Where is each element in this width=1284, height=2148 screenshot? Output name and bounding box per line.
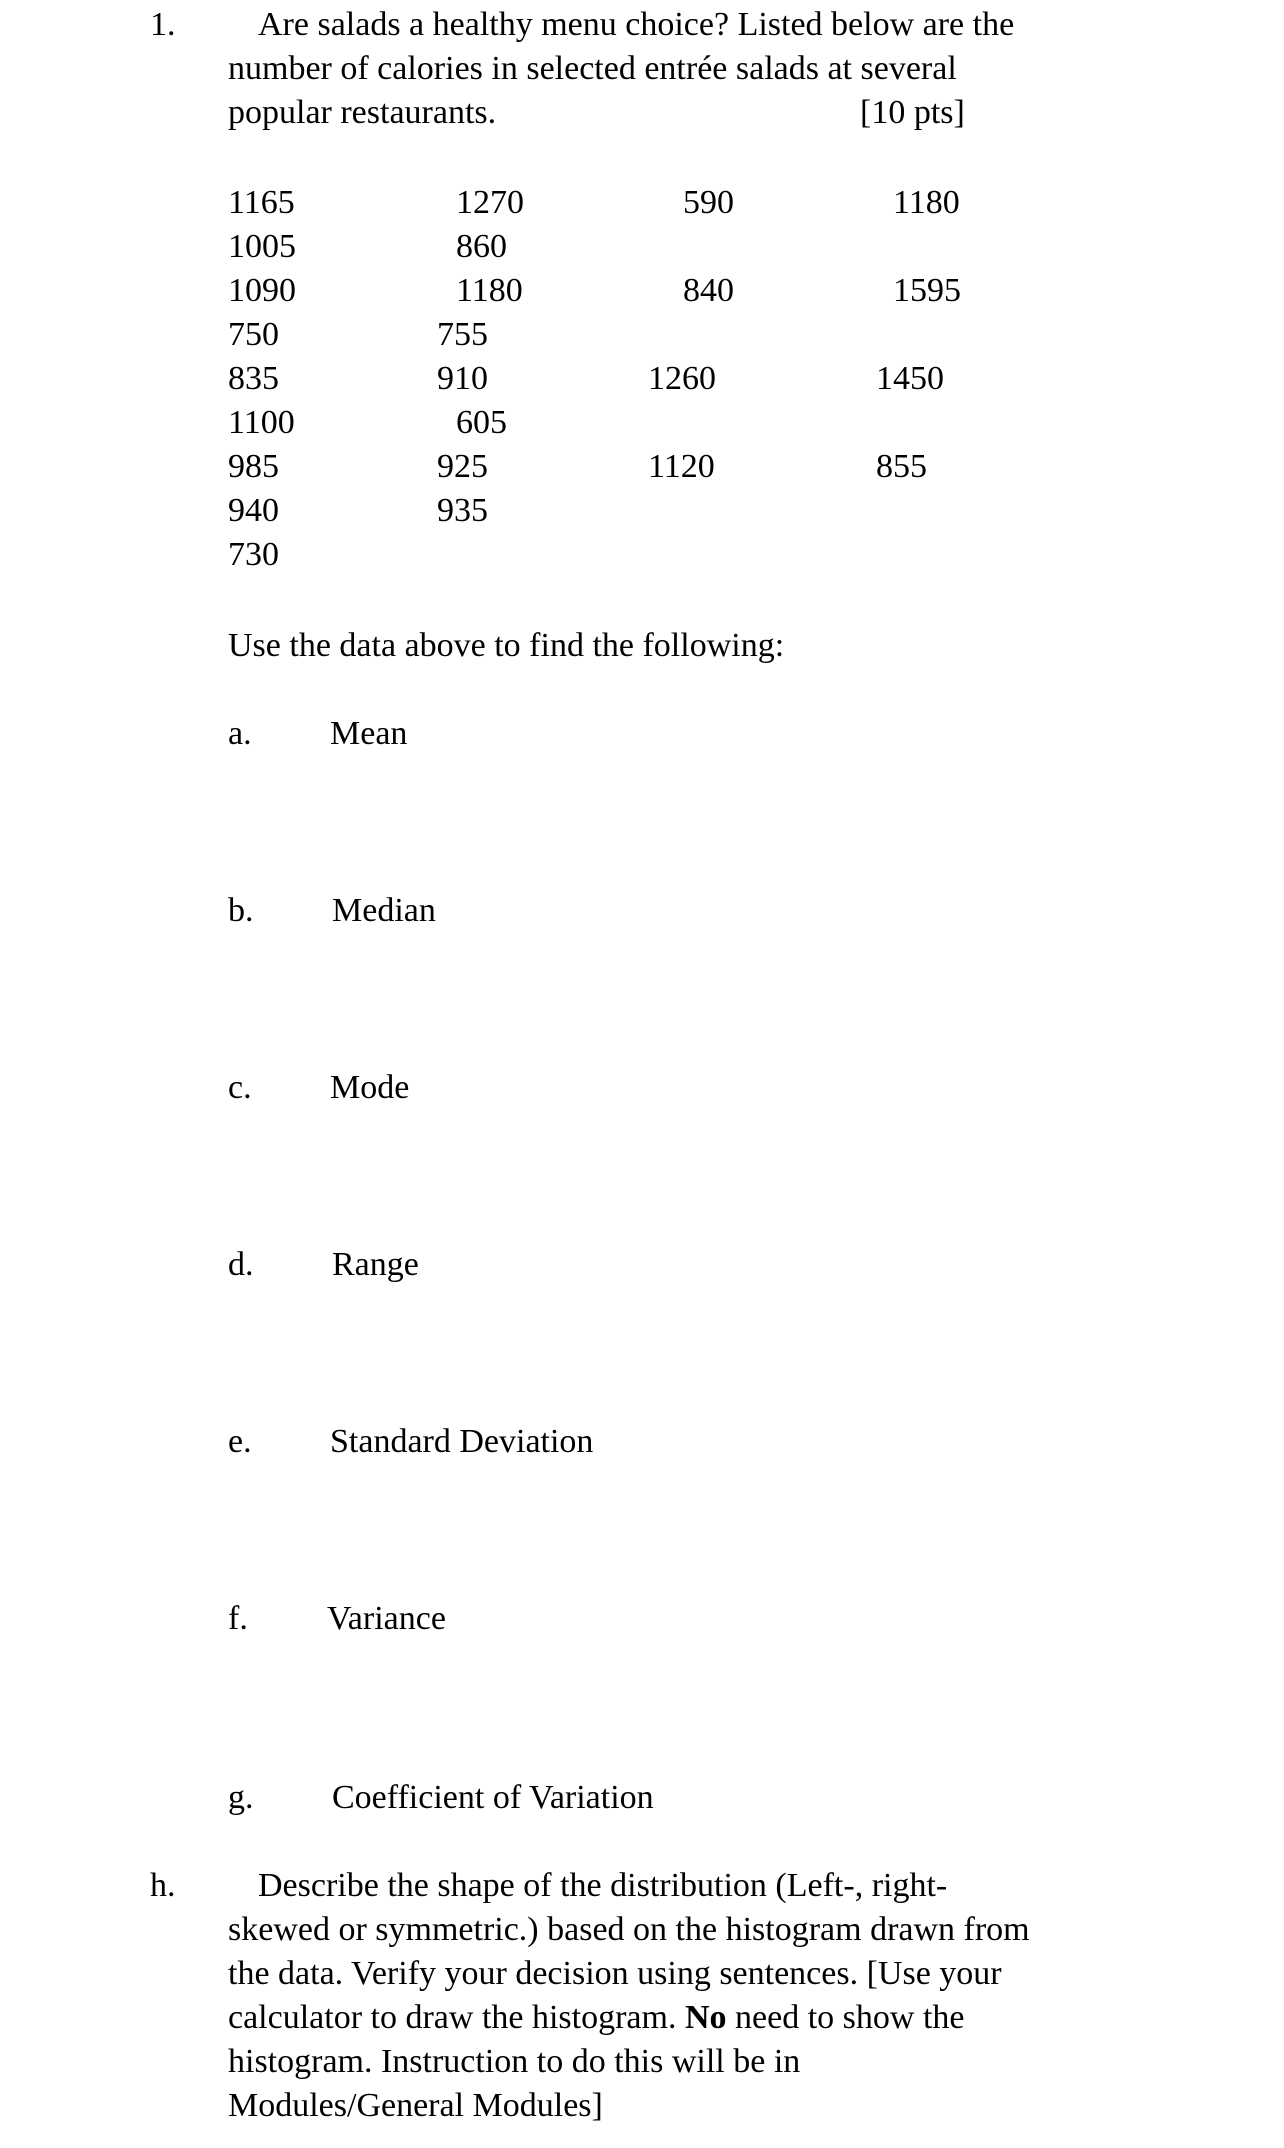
part-b-label: Median xyxy=(332,892,436,929)
part-c-letter: c. xyxy=(228,1069,252,1106)
data-cell: 1090 xyxy=(228,272,296,309)
part-g-letter: g. xyxy=(228,1779,254,1816)
question-number: 1. xyxy=(150,6,176,43)
data-cell: 1270 xyxy=(456,184,524,221)
data-cell: 1005 xyxy=(228,228,296,265)
points-label: [10 pts] xyxy=(860,94,965,131)
part-c-label: Mode xyxy=(330,1069,410,1106)
data-cell: 1595 xyxy=(893,272,961,309)
data-cell: 755 xyxy=(437,316,488,353)
question-line-1: Are salads a healthy menu choice? Listed below are the xyxy=(258,6,1015,43)
part-b-letter: b. xyxy=(228,892,254,929)
data-cell: 1100 xyxy=(228,404,295,441)
data-cell: 605 xyxy=(456,404,507,441)
part-h-line-4-start: calculator to draw the histogram. xyxy=(228,1999,685,2036)
part-f-letter: f. xyxy=(228,1600,248,1637)
instruction-text: Use the data above to find the following: xyxy=(228,627,785,664)
data-cell: 1450 xyxy=(876,360,944,397)
data-cell: 940 xyxy=(228,492,279,529)
part-d-label: Range xyxy=(332,1246,419,1283)
part-h-line-4 xyxy=(228,1996,1158,2040)
data-cell: 1260 xyxy=(648,360,716,397)
part-h-letter: h. xyxy=(150,1867,176,1904)
data-cell: 860 xyxy=(456,228,507,265)
data-cell: 1180 xyxy=(893,184,960,221)
data-cell: 835 xyxy=(228,360,279,397)
part-f-label: Variance xyxy=(327,1600,446,1637)
data-cell: 590 xyxy=(683,184,734,221)
question-text xyxy=(228,3,1158,135)
part-h-text xyxy=(228,1864,1158,2128)
data-cell: 935 xyxy=(437,492,488,529)
data-cell: 1120 xyxy=(648,448,715,485)
data-cell: 750 xyxy=(228,316,279,353)
data-cell: 925 xyxy=(437,448,488,485)
part-h-bold-no: No xyxy=(684,1999,727,2036)
data-cell: 855 xyxy=(876,448,927,485)
part-e-letter: e. xyxy=(228,1423,252,1460)
part-g-label: Coefficient of Variation xyxy=(332,1779,654,1816)
question-line-2: number of calories in selected entrée salads at several xyxy=(228,50,957,87)
data-cell: 985 xyxy=(228,448,279,485)
data-cell: 910 xyxy=(437,360,488,397)
part-e-label: Standard Deviation xyxy=(330,1423,594,1460)
part-a-label: Mean xyxy=(330,715,408,752)
part-h-line-2: skewed or symmetric.) based on the histogram drawn from xyxy=(228,1911,1030,1948)
part-h-line-5: histogram. Instruction to do this will be in xyxy=(228,2043,801,2080)
part-h-line-1: Describe the shape of the distribution (Left-, right- xyxy=(258,1867,948,1904)
data-cell: 840 xyxy=(683,272,734,309)
data-cell: 1180 xyxy=(456,272,523,309)
part-a-letter: a. xyxy=(228,715,252,752)
data-cell: 730 xyxy=(228,536,279,573)
data-cell: 1165 xyxy=(228,184,295,221)
part-h-line-3: the data. Verify your decision using sentences. [Use your xyxy=(228,1955,1002,1992)
question-line-3: popular restaurants. xyxy=(228,94,497,131)
part-h-line-4-end: need to show the xyxy=(726,1999,965,2036)
part-d-letter: d. xyxy=(228,1246,254,1283)
part-h-line-6: Modules/General Modules] xyxy=(228,2087,603,2124)
